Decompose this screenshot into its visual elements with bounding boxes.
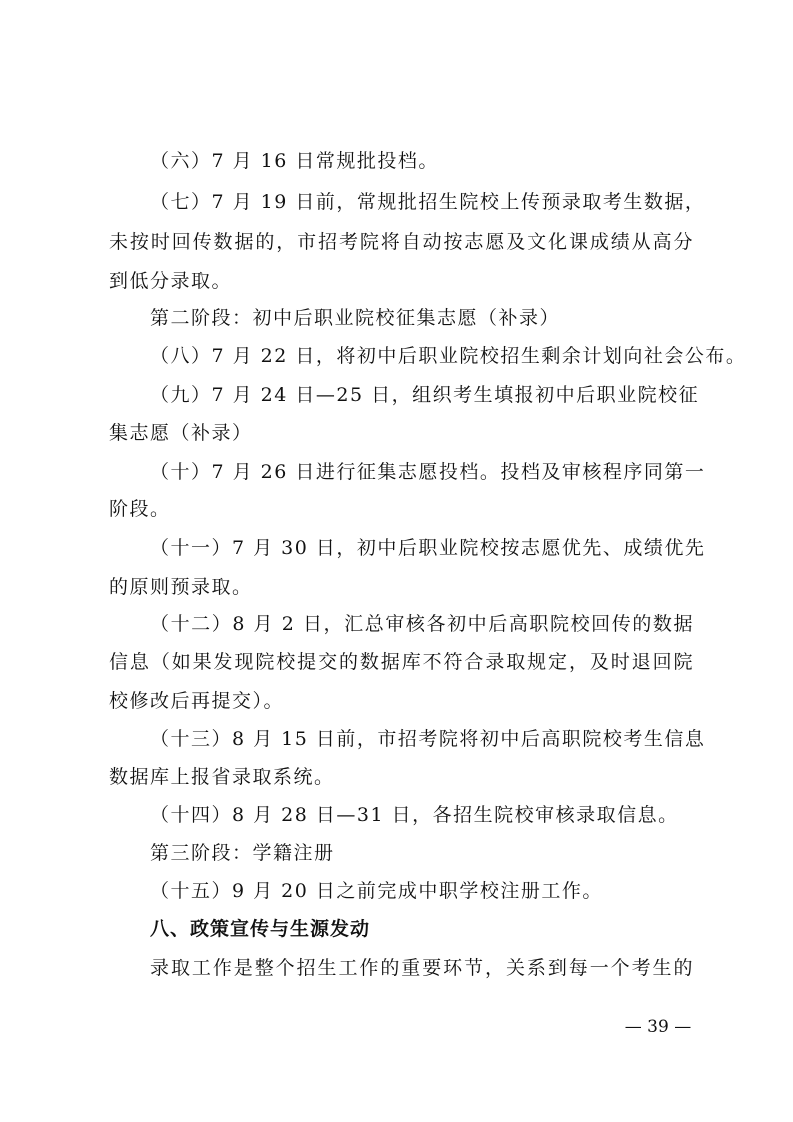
paragraph-line: （七）7 月 19 日前，常规批招生院校上传预录取考生数据， [150, 191, 706, 213]
paragraph-line: （十二）8 月 2 日，汇总审核各初中后高职院校回传的数据 [150, 613, 694, 635]
paragraph-line: 校修改后再提交）。 [109, 690, 285, 712]
section-heading: 第二阶段：初中后职业院校征集志愿（补录） [150, 307, 561, 329]
paragraph-line: （十一）7 月 30 日，初中后职业院校按志愿优先、成绩优先 [150, 537, 706, 559]
paragraph-line: 到低分录取。 [109, 270, 233, 292]
paragraph-line: 信息（如果发现院校提交的数据库不符合录取规定，及时退回院 [109, 651, 694, 673]
section-heading: 第三阶段：学籍注册 [150, 842, 335, 864]
page-number: — 39 — [624, 1017, 692, 1037]
paragraph-line: 阶段。 [109, 498, 171, 520]
paragraph-line: （六）7 月 16 日常规批投档。 [150, 150, 439, 172]
paragraph-line: 数据库上报省录取系统。 [109, 766, 335, 788]
paragraph-line: 未按时回传数据的，市招考院将自动按志愿及文化课成绩从高分 [109, 231, 694, 253]
paragraph-line: 的原则预录取。 [109, 576, 253, 598]
chapter-heading: 八、政策宣传与生源发动 [150, 918, 371, 940]
paragraph-line: （十三）8 月 15 日前，市招考院将初中后高职院校考生信息 [150, 728, 706, 750]
paragraph-line: （十四）8 月 28 日—31 日，各招生院校审核录取信息。 [150, 804, 679, 826]
paragraph-line: （十五）9 月 20 日之前完成中职学校注册工作。 [150, 880, 603, 902]
paragraph-line: 集志愿（补录） [109, 422, 253, 444]
paragraph-line: 录取工作是整个招生工作的重要环节，关系到每一个考生的 [150, 957, 694, 979]
paragraph-line: （十）7 月 26 日进行征集志愿投档。投档及审核程序同第一 [150, 461, 706, 483]
paragraph-line: （九）7 月 24 日—25 日，组织考生填报初中后职业院校征 [150, 384, 700, 406]
paragraph-line: （八）7 月 22 日，将初中后职业院校招生剩余计划向社会公布。 [150, 345, 747, 367]
